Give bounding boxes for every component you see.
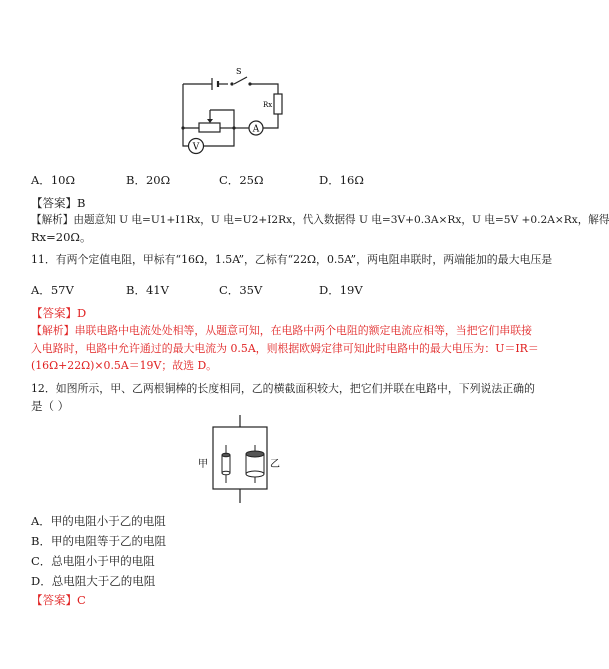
q12-option-b: B．甲的电阻等于乙的电阻: [31, 534, 166, 548]
q11-option-a: A．57V: [31, 283, 74, 297]
voltmeter-label: V: [192, 142, 200, 153]
q12-stem-line1: 12．如图所示，甲、乙两根铜棒的长度相同，乙的横截面积较大，把它们并联在电路中，下列说法正确的: [31, 382, 535, 395]
q12-stem-line2: 是（ ）: [31, 399, 70, 413]
label-yi: 乙: [270, 459, 280, 470]
q10-option-a: A．10Ω: [31, 173, 75, 187]
q10-option-b: B．20Ω: [126, 173, 171, 187]
q11-option-d: D．19V: [319, 283, 363, 297]
ammeter-label: A: [252, 124, 260, 135]
q10-answer: 【答案】B: [31, 196, 86, 210]
q10-analysis-line2: Rx=20Ω。: [31, 230, 92, 244]
q12-answer: 【答案】C: [31, 593, 86, 607]
q11-stem: 11．有两个定值电阻，甲标有“16Ω，1.5A”，乙标有“22Ω，0.5A”，两电阻串联时，两端能加的最大电压是: [31, 253, 553, 266]
q11-answer: 【答案】D: [31, 306, 87, 320]
q11-analysis-line2: 入电路时，电路中允许通过的最大电流为 0.5A，则根据欧姆定律可知此时电路中的最大电压为：U＝IR＝: [31, 342, 539, 355]
circuit-diagram-1: [150, 62, 300, 162]
q11-analysis-line1: 【解析】串联电路中电流处处相等，从题意可知，在电路中两个电阻的额定电流应相等，当把它们串联接: [31, 324, 532, 337]
q12-option-d: D．总电阻大于乙的电阻: [31, 574, 156, 588]
q11-option-b: B．41V: [126, 283, 169, 297]
switch-label: S: [236, 67, 242, 76]
q10-option-d: D．16Ω: [319, 173, 364, 187]
label-jia: 甲: [198, 459, 208, 470]
q10-analysis-line1: 【解析】由题意知 U 电=U1+I1Rx，U 电=U2+I2Rx，代入数据得 U 电=3V+0.3A×Rx，U 电=5V +0.2A×Rx，解得: [31, 214, 609, 226]
q12-option-a: A．甲的电阻小于乙的电阻: [31, 514, 166, 528]
q11-analysis-line3: (16Ω+22Ω)×0.5A＝19V；故选 D。: [31, 359, 218, 372]
q11-option-c: C．35V: [219, 283, 263, 297]
q10-option-c: C．25Ω: [219, 173, 264, 187]
resistor-label: Rx: [263, 101, 273, 109]
q12-option-c: C．总电阻小于甲的电阻: [31, 554, 155, 568]
parallel-rods-diagram: [195, 415, 295, 505]
